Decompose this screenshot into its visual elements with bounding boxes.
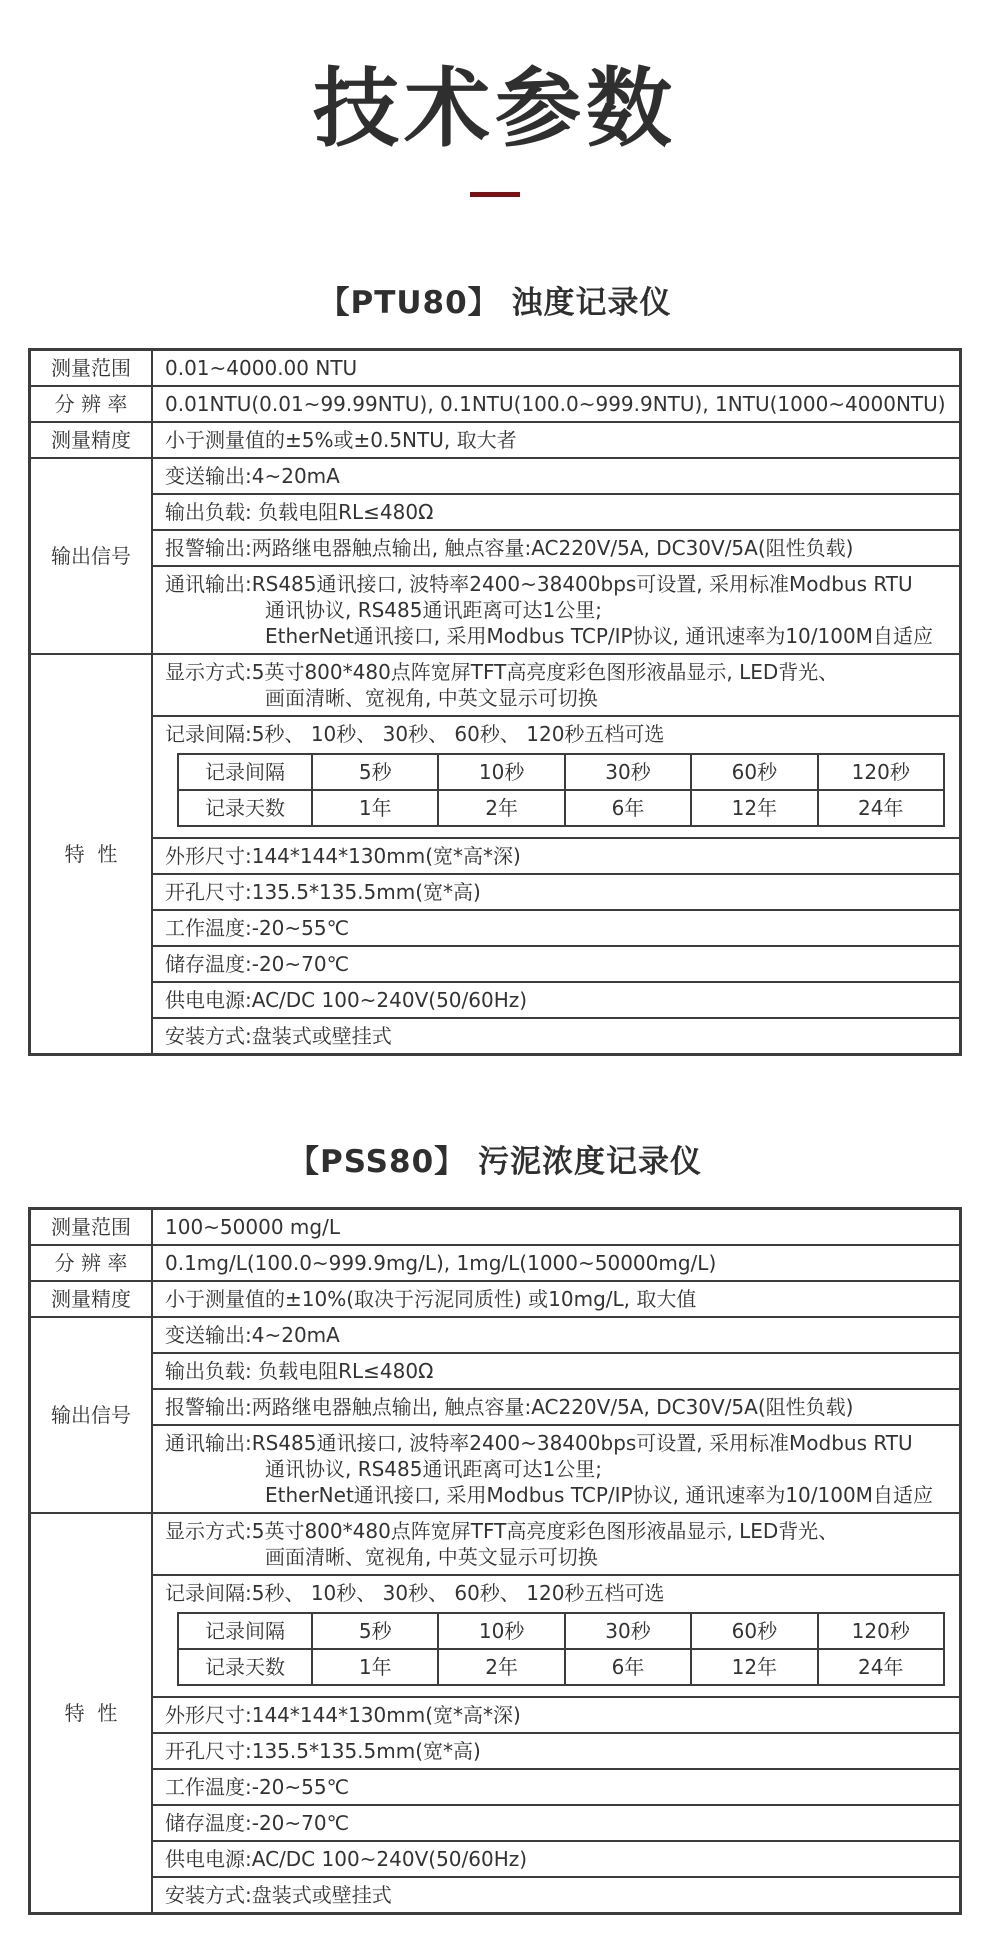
record-interval-intro: 记录间隔:5秒、 10秒、 30秒、 60秒、 120秒五档可选 bbox=[165, 1581, 665, 1606]
spec-row bbox=[30, 1733, 961, 1769]
spec-row bbox=[30, 494, 961, 530]
spec-label: 特 性 bbox=[30, 1513, 153, 1914]
record-interval-row bbox=[178, 754, 944, 790]
record-days-label: 记录天数 bbox=[178, 790, 312, 826]
spec-row bbox=[30, 422, 961, 458]
record-days-row bbox=[178, 790, 944, 826]
spec-sheet-page bbox=[0, 59, 990, 1949]
spec-label: 输出信号 bbox=[30, 458, 153, 654]
record-interval-cell: 5秒 bbox=[312, 1613, 438, 1649]
spec-value: 变送输出:4~20mA bbox=[152, 458, 961, 494]
spec-value: 开孔尺寸:135.5*135.5mm(宽*高) bbox=[152, 874, 961, 910]
spec-value: 开孔尺寸:135.5*135.5mm(宽*高) bbox=[152, 1733, 961, 1769]
spec-row bbox=[30, 458, 961, 494]
record-days-cell: 12年 bbox=[691, 790, 817, 826]
pss80-spec-table bbox=[28, 1207, 962, 1915]
spec-row bbox=[30, 946, 961, 982]
spec-value: 小于测量值的±5%或±0.5NTU, 取大者 bbox=[152, 422, 961, 458]
spec-value-multiline bbox=[152, 1425, 961, 1513]
spec-label: 测量精度 bbox=[30, 1281, 153, 1317]
record-days-cell: 2年 bbox=[438, 790, 564, 826]
record-interval-cell: 60秒 bbox=[691, 754, 817, 790]
record-days-cell: 24年 bbox=[818, 1649, 944, 1685]
spec-row bbox=[30, 838, 961, 874]
record-days-row bbox=[178, 1649, 944, 1685]
spec-row bbox=[30, 1209, 961, 1246]
spec-value: 报警输出:两路继电器触点输出, 触点容量:AC220V/5A, DC30V/5A(阻性负载) bbox=[152, 1389, 961, 1425]
spec-label: 特 性 bbox=[30, 654, 153, 1055]
spec-row bbox=[30, 1353, 961, 1389]
spec-value: 100~50000 mg/L bbox=[152, 1209, 961, 1246]
spec-row bbox=[30, 1018, 961, 1055]
record-days-cell: 12年 bbox=[691, 1649, 817, 1685]
spec-value-multiline bbox=[152, 1513, 961, 1575]
comm-line-3: EtherNet通讯接口, 采用Modbus TCP/IP协议, 通讯速率为10/100M自适应 bbox=[265, 1483, 933, 1508]
record-interval-label: 记录间隔 bbox=[178, 754, 312, 790]
spec-row bbox=[30, 1245, 961, 1281]
spec-value: 工作温度:-20~55℃ bbox=[152, 1769, 961, 1805]
display-line-1: 显示方式:5英寸800*480点阵宽屏TFT高亮度彩色图形液晶显示, LED背光、 bbox=[165, 1519, 839, 1544]
record-interval-cell: 10秒 bbox=[438, 1613, 564, 1649]
page-title: 技术参数 bbox=[313, 59, 677, 159]
spec-row bbox=[30, 1281, 961, 1317]
record-interval-intro: 记录间隔:5秒、 10秒、 30秒、 60秒、 120秒五档可选 bbox=[165, 722, 665, 747]
spec-label: 分 辨 率 bbox=[30, 386, 153, 422]
ptu80-section-title: 【PTU80】 浊度记录仪 bbox=[318, 285, 672, 322]
spec-value: 储存温度:-20~70℃ bbox=[152, 1805, 961, 1841]
spec-value: 输出负载: 负载电阻RL≤480Ω bbox=[152, 1353, 961, 1389]
spec-value-multiline bbox=[152, 654, 961, 716]
spec-value: 工作温度:-20~55℃ bbox=[152, 910, 961, 946]
spec-row bbox=[30, 1877, 961, 1914]
spec-row bbox=[30, 1697, 961, 1733]
spec-row bbox=[30, 982, 961, 1018]
pss80-record-table bbox=[177, 1612, 945, 1686]
record-interval-label: 记录间隔 bbox=[178, 1613, 312, 1649]
spec-value: 供电电源:AC/DC 100~240V(50/60Hz) bbox=[152, 1841, 961, 1877]
spec-value: 供电电源:AC/DC 100~240V(50/60Hz) bbox=[152, 982, 961, 1018]
spec-value: 输出负载: 负载电阻RL≤480Ω bbox=[152, 494, 961, 530]
title-underline-decoration bbox=[470, 192, 520, 197]
spec-value: 变送输出:4~20mA bbox=[152, 1317, 961, 1353]
spec-row bbox=[30, 910, 961, 946]
spec-value-record bbox=[152, 716, 961, 838]
spec-value-multiline bbox=[152, 566, 961, 654]
spec-value-record bbox=[152, 1575, 961, 1697]
spec-row bbox=[30, 530, 961, 566]
spec-value: 外形尺寸:144*144*130mm(宽*高*深) bbox=[152, 838, 961, 874]
spec-value: 0.01~4000.00 NTU bbox=[152, 350, 961, 387]
record-interval-cell: 5秒 bbox=[312, 754, 438, 790]
record-days-cell: 6年 bbox=[565, 1649, 691, 1685]
spec-row bbox=[30, 566, 961, 654]
record-days-cell: 1年 bbox=[312, 790, 438, 826]
spec-value: 小于测量值的±10%(取决于污泥同质性) 或10mg/L, 取大值 bbox=[152, 1281, 961, 1317]
spec-label: 测量范围 bbox=[30, 1209, 153, 1246]
comm-line-3: EtherNet通讯接口, 采用Modbus TCP/IP协议, 通讯速率为10/100M自适应 bbox=[265, 624, 933, 649]
record-interval-row bbox=[178, 1613, 944, 1649]
spec-row bbox=[30, 386, 961, 422]
spec-row bbox=[30, 1425, 961, 1513]
display-line-2: 画面清晰、宽视角, 中英文显示可切换 bbox=[265, 1545, 598, 1570]
comm-line-1: 通讯输出:RS485通讯接口, 波特率2400~38400bps可设置, 采用标准Modbus RTU bbox=[165, 1431, 913, 1456]
comm-line-2: 通讯协议, RS485通讯距离可达1公里; bbox=[265, 598, 602, 623]
pss80-section-title: 【PSS80】 污泥浓度记录仪 bbox=[288, 1144, 702, 1181]
spec-value: 报警输出:两路继电器触点输出, 触点容量:AC220V/5A, DC30V/5A(阻性负载) bbox=[152, 530, 961, 566]
spec-label: 输出信号 bbox=[30, 1317, 153, 1513]
spec-value: 储存温度:-20~70℃ bbox=[152, 946, 961, 982]
spec-value: 0.1mg/L(100.0~999.9mg/L), 1mg/L(1000~50000mg/L) bbox=[152, 1245, 961, 1281]
record-interval-cell: 120秒 bbox=[818, 754, 944, 790]
record-interval-cell: 60秒 bbox=[691, 1613, 817, 1649]
spec-row bbox=[30, 1513, 961, 1575]
ptu80-section bbox=[0, 277, 990, 1056]
display-line-2: 画面清晰、宽视角, 中英文显示可切换 bbox=[265, 686, 598, 711]
spec-row bbox=[30, 350, 961, 387]
spec-row bbox=[30, 1805, 961, 1841]
record-interval-cell: 10秒 bbox=[438, 754, 564, 790]
record-interval-cell: 120秒 bbox=[818, 1613, 944, 1649]
record-days-cell: 2年 bbox=[438, 1649, 564, 1685]
display-line-1: 显示方式:5英寸800*480点阵宽屏TFT高亮度彩色图形液晶显示, LED背光、 bbox=[165, 660, 839, 685]
spec-row bbox=[30, 874, 961, 910]
spec-value: 安装方式:盘装式或壁挂式 bbox=[152, 1877, 961, 1914]
spec-label: 分 辨 率 bbox=[30, 1245, 153, 1281]
spec-row bbox=[30, 1575, 961, 1697]
record-interval-cell: 30秒 bbox=[565, 754, 691, 790]
spec-value: 安装方式:盘装式或壁挂式 bbox=[152, 1018, 961, 1055]
record-days-cell: 6年 bbox=[565, 790, 691, 826]
spec-value: 外形尺寸:144*144*130mm(宽*高*深) bbox=[152, 1697, 961, 1733]
spec-row bbox=[30, 1769, 961, 1805]
spec-row bbox=[30, 1841, 961, 1877]
spec-row bbox=[30, 716, 961, 838]
spec-row bbox=[30, 1317, 961, 1353]
comm-line-1: 通讯输出:RS485通讯接口, 波特率2400~38400bps可设置, 采用标准Modbus RTU bbox=[165, 572, 913, 597]
ptu80-record-table bbox=[177, 753, 945, 827]
record-days-cell: 24年 bbox=[818, 790, 944, 826]
spec-row bbox=[30, 654, 961, 716]
record-interval-cell: 30秒 bbox=[565, 1613, 691, 1649]
bottom-whitespace bbox=[0, 1915, 990, 1949]
spec-label: 测量精度 bbox=[30, 422, 153, 458]
spec-label: 测量范围 bbox=[30, 350, 153, 387]
comm-line-2: 通讯协议, RS485通讯距离可达1公里; bbox=[265, 1457, 602, 1482]
ptu80-spec-table bbox=[28, 348, 962, 1056]
pss80-section bbox=[0, 1136, 990, 1915]
record-days-cell: 1年 bbox=[312, 1649, 438, 1685]
spec-row bbox=[30, 1389, 961, 1425]
record-days-label: 记录天数 bbox=[178, 1649, 312, 1685]
spec-value: 0.01NTU(0.01~99.99NTU), 0.1NTU(100.0~999.9NTU), 1NTU(1000~4000NTU) bbox=[152, 386, 961, 422]
